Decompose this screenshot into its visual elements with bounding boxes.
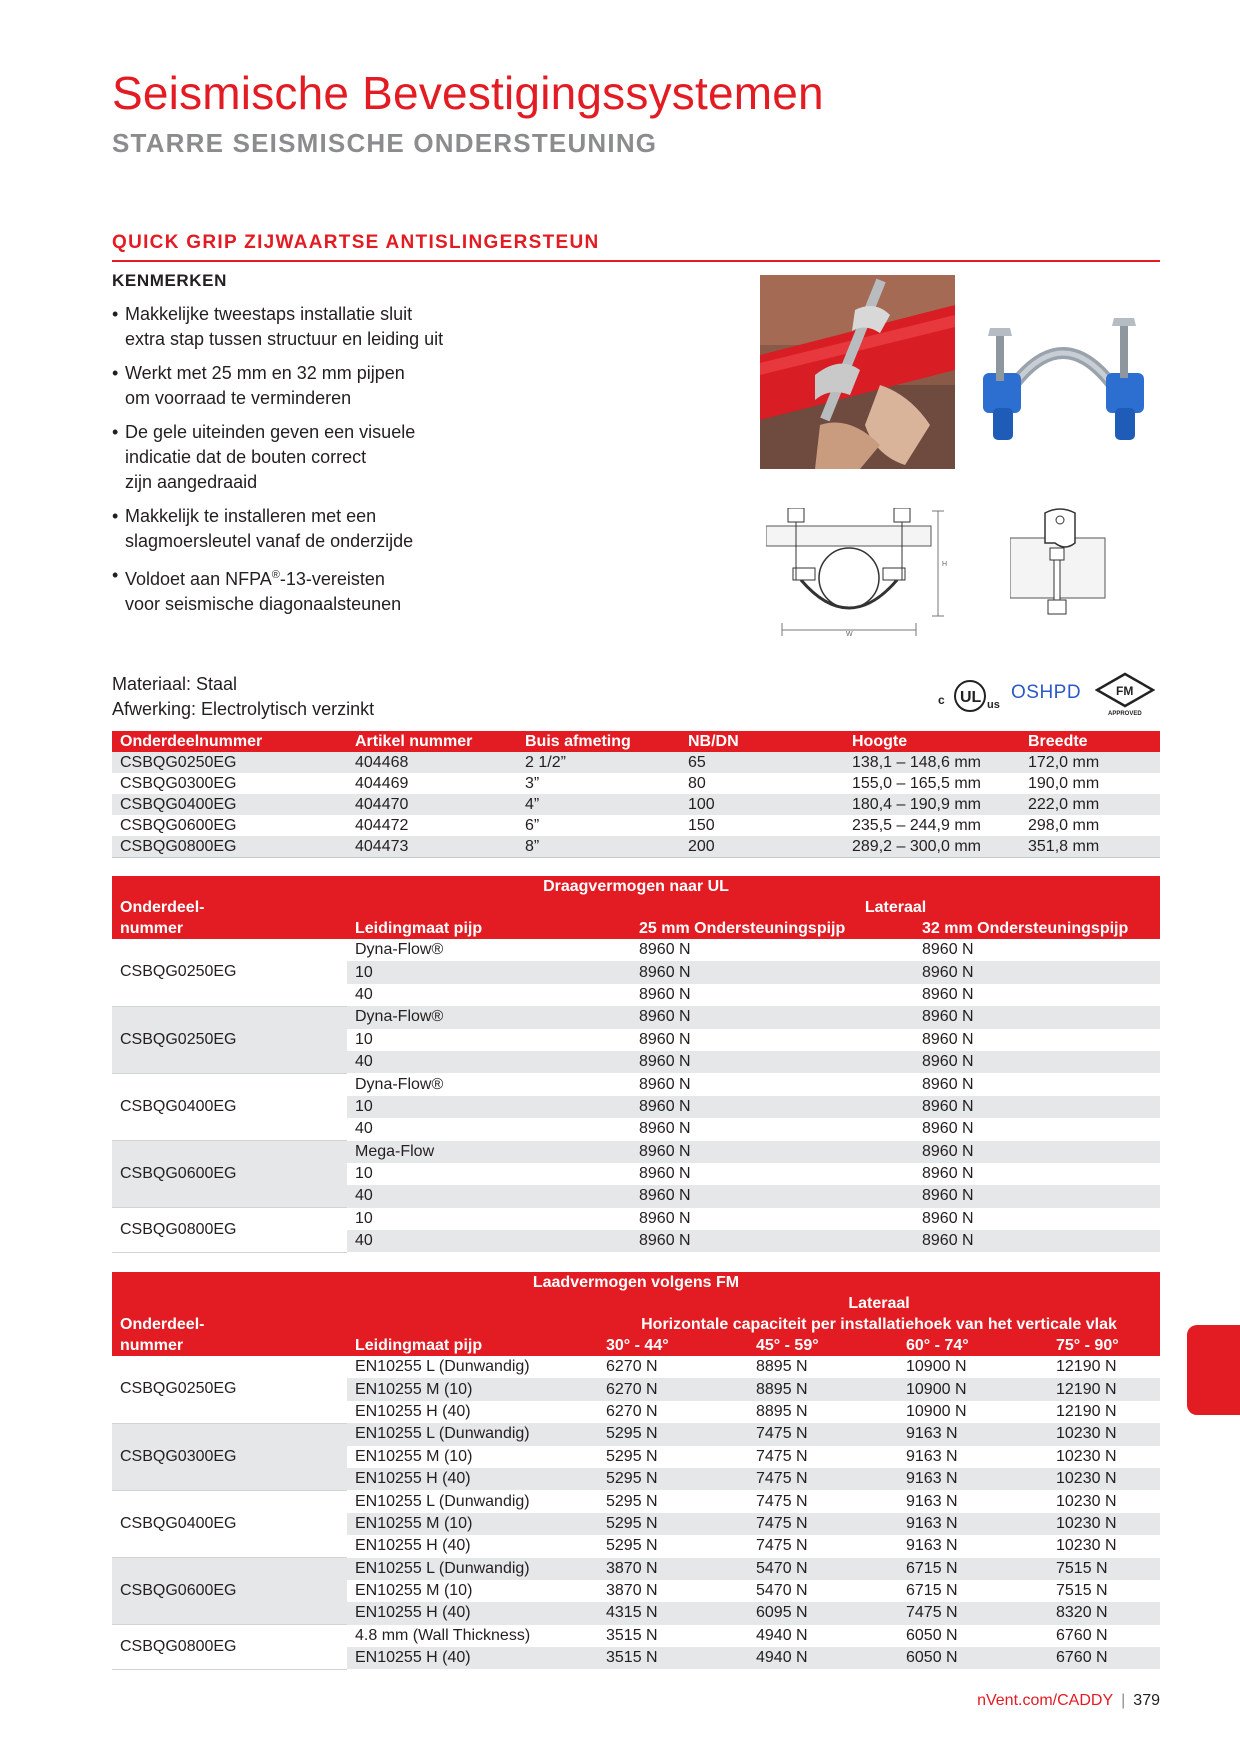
ul-25mm-header: 25 mm Ondersteuningspijp xyxy=(631,918,914,939)
dimensions-table xyxy=(112,731,1160,858)
ul-logo xyxy=(935,678,1005,714)
table-cell: 9163 N xyxy=(906,1537,958,1555)
header-article-number: Artikel nummer xyxy=(347,731,517,752)
fm-subtitle-header: Horizontale capaciteit per installatiehoek van het verticale vlak xyxy=(598,1314,1160,1335)
table-cell: 8895 N xyxy=(748,1378,898,1400)
header-pipe-size: Buis afmeting xyxy=(517,731,680,752)
table-cell: 8960 N xyxy=(639,941,691,959)
table-cell: 6715 N xyxy=(906,1582,958,1600)
table-cell: 100 xyxy=(688,796,715,813)
table-cell: 8895 N xyxy=(756,1358,808,1376)
part-number-cell: CSBQG0400EG xyxy=(112,1073,347,1140)
table-cell: 8960 N xyxy=(631,1051,914,1073)
table-row xyxy=(112,1208,1160,1230)
fm-lateral-header: Lateraal xyxy=(598,1293,1160,1314)
fm-label: FM xyxy=(1116,684,1134,698)
table-cell: 12190 N xyxy=(1048,1378,1160,1400)
ul-table-title: Draagvermogen naar UL xyxy=(112,876,1160,897)
table-cell: 6715 N xyxy=(898,1558,1048,1580)
table-cell: 8320 N xyxy=(1048,1602,1160,1624)
table-cell: 10230 N xyxy=(1056,1537,1117,1555)
table-cell: 8960 N xyxy=(631,1006,914,1028)
table-cell: 6760 N xyxy=(1048,1647,1160,1669)
table-cell: EN10255 M (10) xyxy=(347,1513,598,1535)
table-cell: EN10255 M (10) xyxy=(355,1447,473,1465)
page-footer: nVent.com/CADDY | 379 xyxy=(977,1692,1160,1709)
table-cell: EN10255 H (40) xyxy=(347,1468,598,1490)
table-row xyxy=(112,836,1160,858)
table-cell: 7475 N xyxy=(748,1513,898,1535)
table-cell: 5295 N xyxy=(598,1423,748,1445)
feature-item xyxy=(112,420,452,495)
table-cell: 8960 N xyxy=(922,1120,974,1138)
table-cell: 3515 N xyxy=(606,1626,658,1644)
table-cell: EN10255 H (40) xyxy=(355,1402,471,1420)
table-cell: 40 xyxy=(355,985,373,1003)
feature-line: • Makkelijke tweestaps installatie sluit xyxy=(125,304,413,324)
table-cell: Mega-Flow xyxy=(347,1141,631,1163)
part-number-cell: CSBQG0600EG xyxy=(112,1558,347,1625)
table-row xyxy=(112,1558,1160,1580)
table-cell: 10 xyxy=(347,961,631,983)
table-cell: 6270 N xyxy=(606,1358,658,1376)
table-cell: 8960 N xyxy=(922,941,974,959)
table-cell: 8960 N xyxy=(914,1096,1160,1118)
table-cell: 404473 xyxy=(347,836,517,858)
table-cell: 5470 N xyxy=(748,1558,898,1580)
table-cell: 235,5 – 244,9 mm xyxy=(852,817,981,834)
clamp-photo xyxy=(978,318,1148,448)
table-cell: 351,8 mm xyxy=(1020,836,1160,858)
table-cell: 138,1 – 148,6 mm xyxy=(852,754,981,771)
table-cell: 4” xyxy=(525,796,540,813)
table-cell: 8960 N xyxy=(631,961,914,983)
table-cell: 12190 N xyxy=(1056,1358,1117,1376)
ul-c-label: c xyxy=(938,693,945,707)
table-row xyxy=(112,1141,1160,1163)
fm-angle-header-3: 60° - 74° xyxy=(898,1335,1048,1356)
table-cell: 6095 N xyxy=(748,1602,898,1624)
table-cell: Dyna-Flow® xyxy=(347,1006,631,1028)
page-number: 379 xyxy=(1133,1692,1160,1709)
table-cell: 404468 xyxy=(355,754,409,771)
table-cell: CSBQG0300EG xyxy=(120,775,237,792)
table-cell: 8960 N xyxy=(631,1141,914,1163)
installation-photo xyxy=(760,275,955,469)
table-cell: EN10255 H (40) xyxy=(355,1537,471,1555)
table-cell: 3870 N xyxy=(606,1582,658,1600)
feature-item xyxy=(112,302,452,352)
part-number-cell: CSBQG0300EG xyxy=(112,1423,347,1490)
table-row xyxy=(112,1490,1160,1512)
table-cell: 10900 N xyxy=(906,1402,967,1420)
table-cell: 8960 N xyxy=(639,1165,691,1183)
table-cell: 4940 N xyxy=(748,1647,898,1669)
table-cell: EN10255 H (40) xyxy=(347,1602,598,1624)
table-row xyxy=(112,1006,1160,1028)
header-width: Breedte xyxy=(1020,731,1160,752)
table-cell: 2 1/2” xyxy=(525,754,566,771)
table-cell: 65 xyxy=(688,754,706,771)
table-cell: 7475 N xyxy=(748,1468,898,1490)
table-row xyxy=(112,773,1160,794)
table-cell: 8895 N xyxy=(756,1402,808,1420)
table-cell: 8960 N xyxy=(639,1075,691,1093)
fm-angle-header-1: 30° - 44° xyxy=(598,1335,748,1356)
table-row xyxy=(112,815,1160,836)
table-cell: 7515 N xyxy=(1048,1558,1160,1580)
table-cell: 10900 N xyxy=(898,1378,1048,1400)
table-cell: 5295 N xyxy=(606,1447,658,1465)
table-row xyxy=(112,794,1160,815)
ul-part-header-2: nummer xyxy=(112,918,347,939)
table-cell: 8960 N xyxy=(914,1185,1160,1207)
fm-angle-header-2: 45° - 59° xyxy=(748,1335,898,1356)
height-label: H xyxy=(942,561,948,568)
feature-line: • Makkelijk te installeren met een xyxy=(125,506,377,526)
table-cell: Dyna-Flow® xyxy=(355,941,444,959)
feature-item xyxy=(112,504,452,554)
certification-logos xyxy=(935,672,1160,717)
table-cell: 404470 xyxy=(355,796,409,813)
table-cell: 4315 N xyxy=(598,1602,748,1624)
table-cell: 8960 N xyxy=(639,1209,691,1227)
table-cell: 8960 N xyxy=(639,1120,691,1138)
fm-angle-header-4: 75° - 90° xyxy=(1048,1335,1160,1356)
table-cell: Dyna-Flow® xyxy=(355,1075,444,1093)
table-cell: 5470 N xyxy=(756,1582,808,1600)
ul-us-label: us xyxy=(987,699,1000,711)
feature-item xyxy=(112,361,452,411)
table-cell: 5295 N xyxy=(606,1537,658,1555)
feature-line: • De gele uiteinden geven een visuele xyxy=(125,422,416,442)
oshpd-logo: OSHPD xyxy=(1011,682,1082,703)
table-cell: 8960 N xyxy=(914,1230,1160,1252)
part-number-cell: CSBQG0250EG xyxy=(112,1006,347,1073)
table-cell: 8960 N xyxy=(914,1006,1160,1028)
table-cell: 10 xyxy=(347,1096,631,1118)
feature-line: indicatie dat de bouten correct xyxy=(125,447,367,467)
table-cell: 8960 N xyxy=(914,961,1160,983)
table-cell: 10900 N xyxy=(906,1358,967,1376)
table-cell: 7475 N xyxy=(756,1537,808,1555)
table-cell: 8960 N xyxy=(914,1051,1160,1073)
table-cell: EN10255 M (10) xyxy=(347,1378,598,1400)
part-number-cell: CSBQG0250EG xyxy=(112,1356,347,1423)
table-cell: 6760 N xyxy=(1056,1626,1108,1644)
table-cell: 150 xyxy=(688,817,715,834)
table-row xyxy=(112,1356,1160,1378)
table-cell: 10230 N xyxy=(1056,1492,1117,1510)
table-cell: 7475 N xyxy=(756,1447,808,1465)
table-cell: CSBQG0800EG xyxy=(112,836,347,858)
table-cell: 180,4 – 190,9 mm xyxy=(852,796,981,813)
table-cell: 222,0 mm xyxy=(1028,796,1100,813)
table-cell: 40 xyxy=(347,1051,631,1073)
table-cell: 8” xyxy=(517,836,680,858)
ul-pipe-header: Leidingmaat pijp xyxy=(347,918,631,939)
table-cell: CSBQG0250EG xyxy=(120,754,237,771)
fm-load-table xyxy=(112,1272,1160,1670)
table-cell: 7515 N xyxy=(1056,1582,1108,1600)
table-cell: 12190 N xyxy=(1056,1402,1117,1420)
feature-line: slagmoersleutel vanaf de onderzijde xyxy=(125,531,414,551)
fm-approved-label: APPROVED xyxy=(1108,711,1142,716)
feature-line: zijn aangedraaid xyxy=(125,472,258,492)
table-cell: 172,0 mm xyxy=(1028,754,1100,771)
table-cell: 10 xyxy=(355,1209,373,1227)
dimension-drawing xyxy=(766,508,956,638)
ul-part-header-1: Onderdeel- xyxy=(112,897,347,918)
material-text: Materiaal: Staal xyxy=(112,674,238,694)
fm-table-title: Laadvermogen volgens FM xyxy=(112,1272,1160,1293)
part-number-cell: CSBQG0400EG xyxy=(112,1490,347,1557)
features-heading: KENMERKEN xyxy=(112,271,227,290)
table-cell: EN10255 L (Dunwandig) xyxy=(355,1358,530,1376)
table-cell: 9163 N xyxy=(906,1492,958,1510)
fm-part-header-2: nummer xyxy=(112,1335,347,1356)
table-cell: EN10255 L (Dunwandig) xyxy=(347,1423,598,1445)
table-cell: 40 xyxy=(347,1230,631,1252)
part-number-cell: CSBQG0250EG xyxy=(112,939,347,1006)
header-part-number: Onderdeelnummer xyxy=(112,731,347,752)
table-cell: 10230 N xyxy=(1048,1468,1160,1490)
table-cell: 7475 N xyxy=(756,1492,808,1510)
table-cell: 40 xyxy=(355,1120,373,1138)
width-label: W xyxy=(846,631,853,638)
table-cell: 404472 xyxy=(355,817,409,834)
ul-label: UL xyxy=(960,689,982,706)
header-nb-dn: NB/DN xyxy=(680,731,844,752)
table-cell: 9163 N xyxy=(898,1513,1048,1535)
table-cell: 6270 N xyxy=(598,1378,748,1400)
table-cell: 40 xyxy=(347,1185,631,1207)
table-cell: 8960 N xyxy=(922,1030,974,1048)
table-cell: 10230 N xyxy=(1048,1423,1160,1445)
table-cell: EN10255 L (Dunwandig) xyxy=(347,1558,598,1580)
table-row xyxy=(112,939,1160,961)
fm-approved-logo xyxy=(1095,672,1155,716)
feature-line: om voorraad te verminderen xyxy=(125,388,352,408)
header-height: Hoogte xyxy=(844,731,1020,752)
table-cell: 404469 xyxy=(355,775,409,792)
table-cell: 8960 N xyxy=(922,985,974,1003)
feature-line: extra stap tussen structuur en leiding uit xyxy=(125,329,444,349)
finish-text: Afwerking: Electrolytisch verzinkt xyxy=(112,699,375,719)
table-cell: EN10255 M (10) xyxy=(355,1582,473,1600)
table-cell: EN10255 L (Dunwandig) xyxy=(355,1492,530,1510)
ul-lateral-header: Lateraal xyxy=(631,897,1160,918)
table-row xyxy=(112,1625,1160,1647)
table-row xyxy=(112,752,1160,773)
table-cell: 3515 N xyxy=(598,1647,748,1669)
feature-line: voor seismische diagonaalsteunen xyxy=(125,594,402,614)
part-number-cell: CSBQG0800EG xyxy=(112,1208,347,1253)
table-cell: 155,0 – 165,5 mm xyxy=(852,775,981,792)
ul-32mm-header: 32 mm Ondersteuningspijp xyxy=(914,918,1160,939)
part-number-cell: CSBQG0800EG xyxy=(112,1625,347,1670)
feature-item xyxy=(112,563,452,617)
table-cell: 10 xyxy=(355,1030,373,1048)
material-info xyxy=(112,672,374,722)
table-cell: 6270 N xyxy=(606,1402,658,1420)
table-row xyxy=(112,1423,1160,1445)
table-cell: 8960 N xyxy=(639,1030,691,1048)
table-cell: 8960 N xyxy=(639,985,691,1003)
fm-pipe-header: Leidingmaat pijp xyxy=(347,1335,598,1356)
footer-link[interactable]: nVent.com/CADDY xyxy=(977,1692,1114,1709)
feature-line: • Werkt met 25 mm en 32 mm pijpen xyxy=(125,363,405,383)
page-title: Seismische Bevestigingssystemen xyxy=(112,67,824,119)
table-cell: 8960 N xyxy=(914,1141,1160,1163)
table-cell: 8960 N xyxy=(631,1230,914,1252)
table-cell: 8960 N xyxy=(631,1096,914,1118)
table-cell: 9163 N xyxy=(898,1468,1048,1490)
table-cell: 10230 N xyxy=(1056,1447,1117,1465)
table-cell: 5295 N xyxy=(606,1492,658,1510)
table-cell: 4.8 mm (Wall Thickness) xyxy=(355,1626,531,1644)
table-cell: 8960 N xyxy=(631,1185,914,1207)
table-header-row xyxy=(112,731,1160,752)
table-row xyxy=(112,1073,1160,1095)
table-cell: CSBQG0400EG xyxy=(120,796,237,813)
table-cell: 9163 N xyxy=(906,1447,958,1465)
table-cell: EN10255 H (40) xyxy=(347,1647,598,1669)
feature-line: • Voldoet aan NFPA®-13-vereisten xyxy=(125,569,385,589)
part-number-cell: CSBQG0600EG xyxy=(112,1141,347,1208)
fm-part-header-1: Onderdeel- xyxy=(112,1314,347,1335)
table-cell: 200 xyxy=(680,836,844,858)
table-cell: 4940 N xyxy=(756,1626,808,1644)
table-cell: 6” xyxy=(525,817,540,834)
table-cell: 10230 N xyxy=(1048,1513,1160,1535)
table-cell: 6050 N xyxy=(898,1647,1048,1669)
table-cell: 8960 N xyxy=(922,1165,974,1183)
table-cell: 80 xyxy=(688,775,706,792)
section-title: QUICK GRIP ZIJWAARTSE ANTISLINGERSTEUN xyxy=(112,232,1160,262)
page-subtitle: STARRE SEISMISCHE ONDERSTEUNING xyxy=(112,128,658,158)
side-drawing xyxy=(1010,508,1110,626)
table-cell: 5295 N xyxy=(598,1468,748,1490)
table-cell: 289,2 – 300,0 mm xyxy=(844,836,1020,858)
table-cell: 7475 N xyxy=(898,1602,1048,1624)
ul-load-table xyxy=(112,876,1160,1253)
chapter-tab xyxy=(1187,1325,1240,1415)
table-cell: 3” xyxy=(525,775,540,792)
table-cell: CSBQG0600EG xyxy=(120,817,237,834)
table-cell: 5295 N xyxy=(598,1513,748,1535)
table-cell: 3870 N xyxy=(598,1558,748,1580)
table-cell: 6050 N xyxy=(906,1626,958,1644)
table-cell: 7475 N xyxy=(748,1423,898,1445)
table-cell: 9163 N xyxy=(898,1423,1048,1445)
table-cell: 10 xyxy=(355,1165,373,1183)
table-cell: 190,0 mm xyxy=(1028,775,1100,792)
table-cell: 298,0 mm xyxy=(1028,817,1100,834)
features-list xyxy=(112,302,672,626)
table-cell: 8960 N xyxy=(922,1209,974,1227)
table-cell: 8960 N xyxy=(922,1075,974,1093)
